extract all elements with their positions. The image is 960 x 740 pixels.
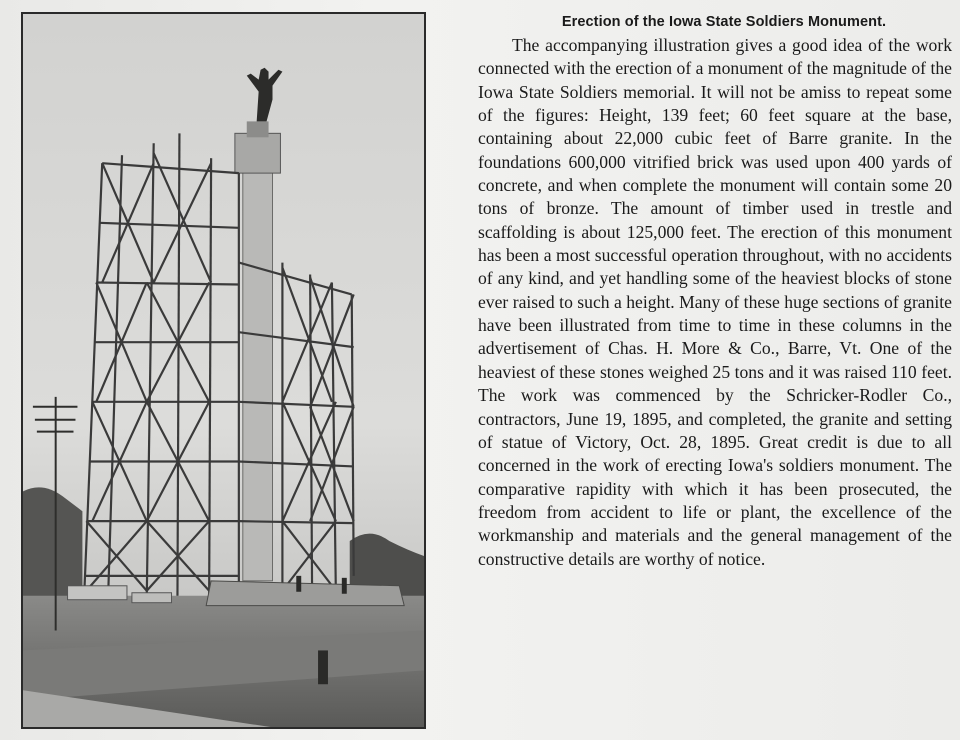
granite-blocks (68, 586, 127, 600)
article-body: The accompanying illustration gives a good idea of the work connected with the erection of a monument of the magnitude of the Iowa State Soldiers memorial. It will not be amiss to repeat some of the figures: Height, 139 feet; 60 feet square at the base, containing about 22,000 cubic feet of Barre granite. In the foundations 600,000 vitrified brick was used upon 400 yards of concrete, and when complete the monument will contain some 20 tons of bronze. The amount of timber used in trestle and scaffolding is about 125,000 feet. The erection of this monument has been a most successful operation throughout, with no accidents of any kind, and yet handling some of the heaviest blocks of stone ever raised to such a height. Many of these huge sections of granite have been illustrated from time to time in these columns in the advertisement of Chas. H. More & Co., Barre, Vt. One of the heaviest of these stones weighed 25 tons and it was raised 110 feet. The work was commenced by the Schricker-Rodler Co., contractors, June 19, 1895, and completed, the granite and setting of statue of Victory, Oct. 28, 1895. Great credit is due to all concerned in the work of erecting Iowa's soldiers monument. The comparative rapidity with which it has been prosecuted, the freedom from accident to life or plant, the excellence of the workmanship and materials and the general management of the constructive details are worthy of notice. (478, 35, 952, 569)
worker-figure (318, 650, 328, 684)
article-headline: Erection of the Iowa State Soldiers Monument. (561, 14, 887, 30)
sky (23, 14, 424, 601)
worker-figure (342, 578, 347, 594)
article (478, 14, 952, 571)
worker-figure (296, 576, 301, 592)
monument-photo-illustration (23, 14, 424, 727)
monument-photo (21, 12, 426, 729)
granite-block (132, 593, 172, 603)
